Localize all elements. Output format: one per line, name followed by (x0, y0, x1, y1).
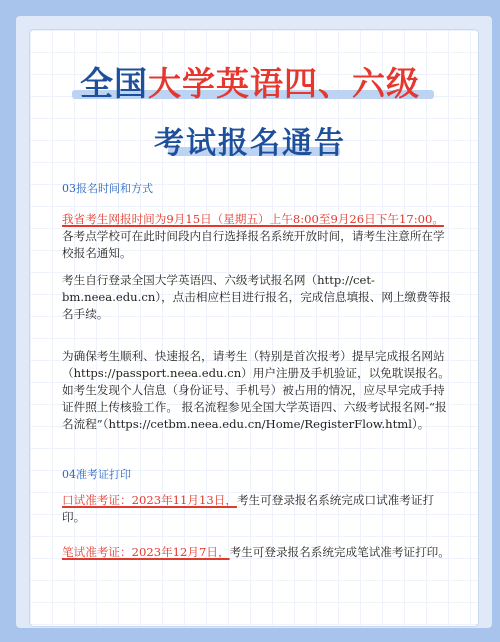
section-heading-03: 03报名时间和方式 (62, 182, 153, 195)
section-heading-04: 04准考证打印 (62, 468, 131, 481)
title-part-national: 全国 (80, 64, 148, 103)
oral-admission-rest: 考生可登录报名系统完成口试准考证打印。 (62, 493, 435, 524)
page-title-line-2: 考试报名通告 (154, 126, 346, 161)
oral-admission-highlight: 口试准考证：2023年11月13日， (62, 493, 237, 507)
paragraph-registration-time (62, 211, 452, 262)
page-title-line-1 (0, 58, 500, 105)
paragraph-registration-site: 考生自行登录全国大学英语四、六级考试报名网（http://cet-bm.neea.edu.cn），点击相应栏目进行报名，完成信息填报、网上缴费等报名手续。 (62, 273, 451, 321)
paragraph-written-admission (62, 544, 452, 561)
registration-time-highlight: 我省考生网报时间为9月15日（星期五）上午8:00至9月26日下午17:00。 (62, 212, 444, 226)
paragraph-oral-admission (62, 492, 452, 526)
paragraph-registration-tips: 为确保考生顺利、快速报名，请考生（特别是首次报考）提早完成报名网站（https://passport.neea.edu.cn）用户注册及手机验证，以免耽误报名。如考生发现个人信息（身份证号、手机号）被占用的情况，应尽早完成手持证件照上传核验工作。 报名流程参见全国大学英语四、六级考试报名网-“报名流程”（https://cetbm.neea.edu.cn/Home/RegisterFlow.html）。 (62, 349, 450, 431)
title-part-cet: 大学英语四、六级 (148, 64, 420, 103)
written-admission-rest: 考生可登录报名系统完成笔试准考证打印。 (229, 545, 450, 559)
written-admission-highlight: 笔试准考证：2023年12月7日， (62, 545, 230, 559)
registration-time-rest: 各考点学校可在此时间段内自行选择报名系统开放时间，请考生注意所在学校报名通知。 (62, 229, 445, 260)
